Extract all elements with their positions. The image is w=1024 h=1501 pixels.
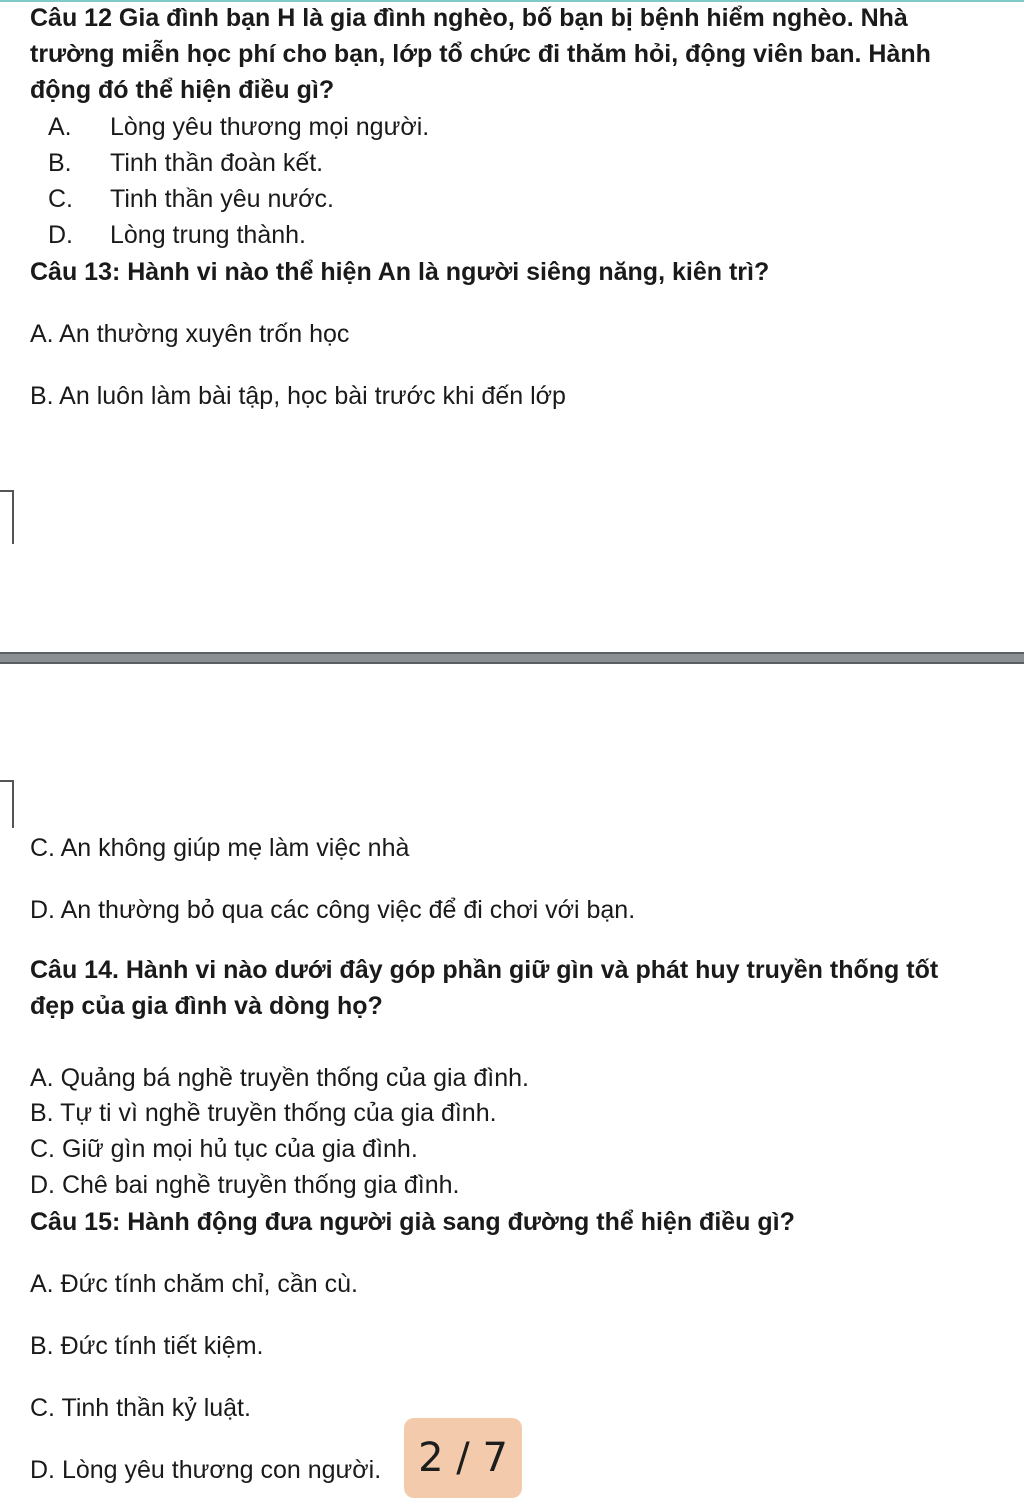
question-14-option-c: C. Giữ gìn mọi hủ tục của gia đình. xyxy=(30,1135,418,1163)
option-letter: C. xyxy=(48,185,73,213)
question-15-text: Câu 15: Hành động đưa người già sang đường thể hiện điều gì? xyxy=(30,1208,795,1236)
page-number-indicator: 2 / 7 xyxy=(404,1418,522,1498)
page-2-corner-mark xyxy=(0,780,14,828)
option-letter: D. xyxy=(48,221,73,249)
question-14-option-a: A. Quảng bá nghề truyền thống của gia đình. xyxy=(30,1064,529,1092)
question-14-option-d: D. Chê bai nghề truyền thống gia đình. xyxy=(30,1171,460,1199)
question-13-text: Câu 13: Hành vi nào thể hiện An là người siêng năng, kiên trì? xyxy=(30,258,770,286)
page-separator xyxy=(0,652,1024,664)
question-12-text-line-1: Câu 12 Gia đình bạn H là gia đình nghèo, bố bạn bị bệnh hiểm nghèo. Nhà xyxy=(30,4,908,32)
question-15-option-c: C. Tinh thần kỷ luật. xyxy=(30,1394,251,1422)
question-14-text-line-1: Câu 14. Hành vi nào dưới đây góp phần giữ gìn và phát huy truyền thống tốt xyxy=(30,956,939,984)
question-15-option-d: D. Lòng yêu thương con người. xyxy=(30,1456,382,1484)
option-text: Tinh thần yêu nước. xyxy=(110,185,334,213)
option-letter: B. xyxy=(48,149,72,177)
option-text: Lòng trung thành. xyxy=(110,221,306,249)
question-13-option-a: A. An thường xuyên trốn học xyxy=(30,320,350,348)
question-15-option-b: B. Đức tính tiết kiệm. xyxy=(30,1332,264,1360)
question-13-option-c: C. An không giúp mẹ làm việc nhà xyxy=(30,834,410,862)
question-14-text-line-2: đẹp của gia đình và dòng họ? xyxy=(30,992,383,1020)
page-1-corner-mark xyxy=(0,490,14,544)
option-text: Tinh thần đoàn kết. xyxy=(110,149,324,177)
question-14-option-b: B. Tự ti vì nghề truyền thống của gia đình. xyxy=(30,1099,497,1127)
option-letter: A. xyxy=(48,113,72,141)
question-13-option-b: B. An luôn làm bài tập, học bài trước khi đến lớp xyxy=(30,382,566,410)
question-12-text-line-3: động đó thể hiện điều gì? xyxy=(30,76,335,104)
question-13-option-d: D. An thường bỏ qua các công việc để đi chơi với bạn. xyxy=(30,896,636,924)
option-text: Lòng yêu thương mọi người. xyxy=(110,113,430,141)
question-12-text-line-2: trường miễn học phí cho bạn, lớp tổ chức đi thăm hỏi, động viên ban. Hành xyxy=(30,40,931,68)
question-15-option-a: A. Đức tính chăm chỉ, cần cù. xyxy=(30,1270,358,1298)
